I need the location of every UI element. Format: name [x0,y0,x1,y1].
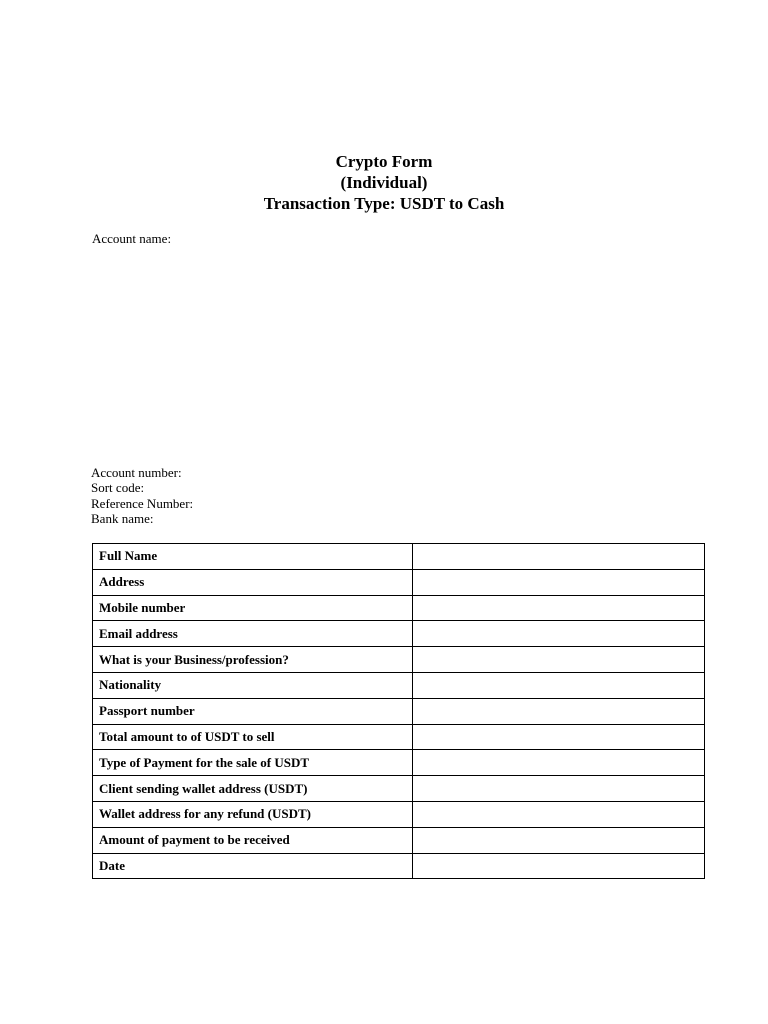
table-row [93,724,705,750]
row-label-total-amount: Total amount to of USDT to sell [93,724,413,750]
row-label-business-profession: What is your Business/profession? [93,647,413,673]
full-name-field[interactable] [413,544,705,570]
account-name-label: Account name: [92,231,172,246]
sending-wallet-field[interactable] [413,776,705,802]
row-label-passport-number: Passport number [93,698,413,724]
total-amount-field[interactable] [413,724,705,750]
table-row [93,776,705,802]
table-row [93,621,705,647]
account-number-label: Account number: [91,465,182,480]
form-title [0,151,768,214]
table-row [93,672,705,698]
table-row [93,801,705,827]
title-line-1: Crypto Form [335,152,433,171]
row-label-date: Date [93,853,413,879]
details-table [92,543,705,879]
passport-number-field[interactable] [413,698,705,724]
row-label-payment-amount: Amount of payment to be received [93,827,413,853]
title-line-2: (Individual) [340,173,428,192]
nationality-field[interactable] [413,672,705,698]
address-field[interactable] [413,569,705,595]
table-row [93,750,705,776]
row-label-nationality: Nationality [93,672,413,698]
reference-number-label: Reference Number: [91,495,194,511]
mobile-number-field[interactable] [413,595,705,621]
payment-amount-field[interactable] [413,827,705,853]
bank-details [91,465,193,526]
row-label-full-name: Full Name [93,544,413,570]
email-address-field[interactable] [413,621,705,647]
table-row [93,853,705,879]
refund-wallet-field[interactable] [413,801,705,827]
row-label-sending-wallet: Client sending wallet address (USDT) [93,776,413,802]
row-label-refund-wallet: Wallet address for any refund (USDT) [93,801,413,827]
row-label-mobile-number: Mobile number [93,595,413,621]
business-profession-field[interactable] [413,647,705,673]
table-row [93,569,705,595]
row-label-email-address: Email address [93,621,413,647]
bank-name-label: Bank name: [91,510,154,526]
table-row [93,544,705,570]
sort-code-label: Sort code: [91,480,145,496]
row-label-address: Address [93,569,413,595]
payment-type-field[interactable] [413,750,705,776]
table-row [93,827,705,853]
table-row [93,698,705,724]
table-row [93,595,705,621]
row-label-payment-type: Type of Payment for the sale of USDT [93,750,413,776]
date-field[interactable] [413,853,705,879]
table-row [93,647,705,673]
title-line-3: Transaction Type: USDT to Cash [263,194,505,213]
